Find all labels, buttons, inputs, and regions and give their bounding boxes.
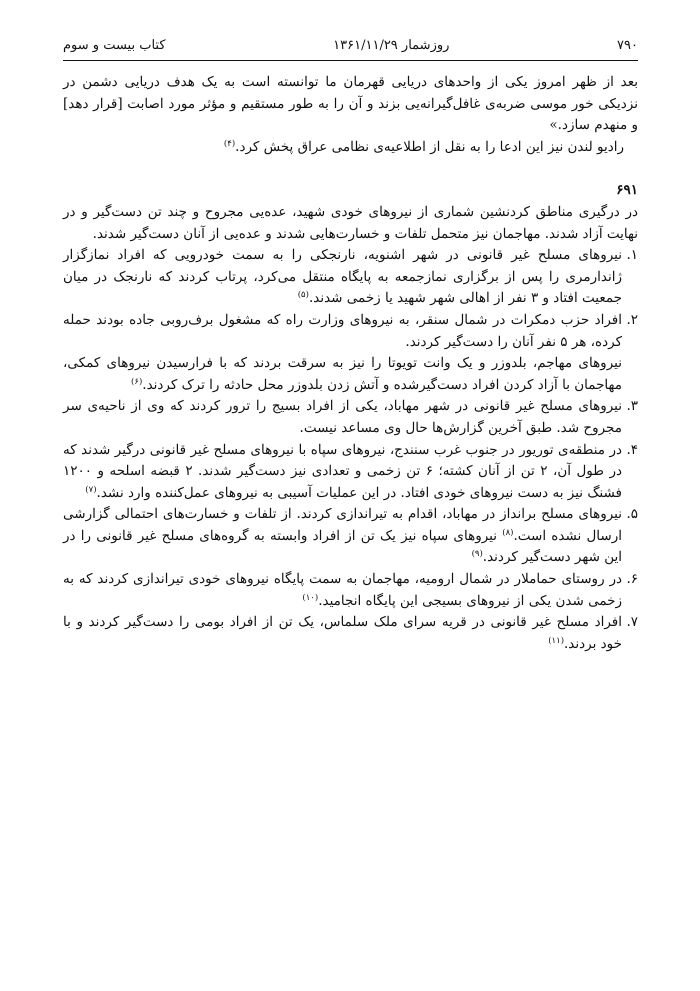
paragraph-text: نیروهای مسلح غیر قانونی در شهر اشنویه، نارنجکی را به سمت خودرویی که افراد نمازگزار ژاندارمری را پس از برگزاری نمازجمعه به پایگاه منتقل می‌کرد، پرتاب کردند که نارنجک در میان جمعیت افتاد و ۳ نفر از اهالی شهر شهید یا زخمی شدند. [63,247,622,307]
list-item-number: ۴. [626,441,638,458]
list-item [63,504,638,569]
list-item-paragraph [63,245,622,310]
list-item-text [63,396,622,439]
paragraph-text: افراد مسلح غیر قانونی در قریه سرای ملک سلماس، یک تن از افراد بومی را دست‌گیر کردند و با خود بردند. [63,614,622,652]
footnote-ref: (۵) [297,290,309,301]
list-item-number: ۵. [626,506,638,523]
quote-block [63,72,638,137]
list-item-number: ۳. [626,398,638,415]
list-item-paragraph [63,310,622,353]
paragraph-text: نیروهای مسلح برانداز در مهاباد، اقدام به تیراندازی کردند. از تلفات و خسارت‌های احتمالی گزارشی ارسال نشده است. [63,506,622,544]
list-item [63,310,638,396]
footnote-ref: (۹) [471,549,483,560]
footnote-ref: (۶) [131,376,143,387]
list-item [63,569,638,612]
book-title: کتاب بیست و سوم [63,37,166,53]
footnote-ref: (۴) [223,138,236,149]
section-number: ۶۹۱ [616,182,638,199]
list-item-number: ۲. [626,311,638,328]
paragraph-text: نیروهای مهاجم، بلدوزر و یک وانت تویوتا را نیز به سرقت بردند که با فرارسیدن نیروهای کمکی، مهاجمان با آزاد کردن افراد دست‌گیرشده و آتش زدن بلدوزر محل حادثه را ترک کردند. [63,355,622,393]
list-item-paragraph [63,440,622,505]
list-item [63,612,638,655]
list-item-paragraph [63,612,622,655]
list-item-text [63,440,622,505]
footnote-ref: (۱۰) [302,592,319,603]
event-list [63,245,638,655]
list-item-text [63,245,622,310]
list-item-paragraph [63,504,622,569]
list-item [63,396,638,439]
paragraph-text: نیروهای سپاه نیز یک تن از افراد وابسته به گروه‌های مسلح غیر قانونی را در این شهر دست‌گیر کردند. [63,527,622,566]
header-rule [63,60,638,61]
paragraph-text: افراد حزب دمکرات در شمال سنقر، به نیروهای وزارت راه که مشغول برف‌روبی جاده بودند حمله کرده، هر ۵ نفر آنان را دست‌گیر کردند. [63,311,622,350]
section-summary: در درگیری مناطق کردنشین شماری از نیروهای خودی شهید، عده‌یی مجروح و چند تن دست‌گیر و در نهایت آزاد شدند. مهاجمان نیز متحمل تلفات و خسارت‌هایی شدند و عده‌یی از آنان دست‌گیر شدند. [63,203,638,242]
page-number: ۷۹۰ [617,37,638,53]
list-item-text [63,612,622,655]
paragraph-text: نیروهای مسلح غیر قانونی در شهر مهاباد، یکی از افراد بسیج را ترور کردند که وی از ناحیه‌ی سر مجروح شد. طبق آخرین گزارش‌ها حال وی مساعد نیست. [63,398,622,436]
running-header [63,34,638,56]
section-gap [63,158,638,180]
page-body [63,72,638,655]
footnote-ref: (۸) [502,527,514,538]
footnote-ref: (۷) [85,484,97,495]
list-item-text [63,504,622,569]
list-item-text [63,569,622,612]
list-item-number: ۶. [626,571,638,588]
quote-paragraph: بعد از ظهر امروز یکی از واحدهای دریایی قهرمان ما توانسته است به یک هدف دریایی دشمن در نزدیکی خور موسی ضربه‌ی غافل‌گیرانه‌یی بزند و آن را به طور مستقیم و مؤثر مورد اصابت [قرار دهد] و منهدم سازد.» [63,74,638,134]
list-item-paragraph [63,396,622,439]
footnote-ref: (۱۱) [548,635,565,646]
list-item [63,440,638,505]
list-item-number: ۷. [626,614,638,631]
list-item [63,245,638,310]
list-item-number: ۱. [626,247,638,264]
list-item-text [63,310,622,396]
list-item-paragraph [63,353,622,396]
header-date-line: روزشمار ۱۳۶۱/۱۱/۲۹ [333,37,450,53]
paragraph-text: در منطقه‌ی توریور در جنوب غرب سنندج، نیروهای سپاه با نیروهای مسلح غیر قانونی درگیر شدند که در طول آن، ۲ تن از آنان کشته؛ ۶ تن زخمی و تعدادی نیز دست‌گیر شدند. ۲ قبضه اسلحه و ۱۲۰۰ فشنگ نیز به دست نیروهای خودی افتاد. در این عملیات آسیبی به نیروهای عمل‌کننده وارد نشد. [63,441,622,501]
paragraph-text: در روستای حماملار در شمال ارومیه، مهاجمان به سمت پایگاه نیروهای خودی تیراندازی کردند که به زخمی شدن یکی از نیروهای بسیجی این پایگاه انجامید. [63,571,622,609]
radio-text: رادیو لندن نیز این ادعا را به نقل از اطلاعیه‌ی نظامی عراق پخش کرد. [235,138,624,155]
list-item-paragraph [63,569,622,612]
radio-paragraph [63,137,638,159]
